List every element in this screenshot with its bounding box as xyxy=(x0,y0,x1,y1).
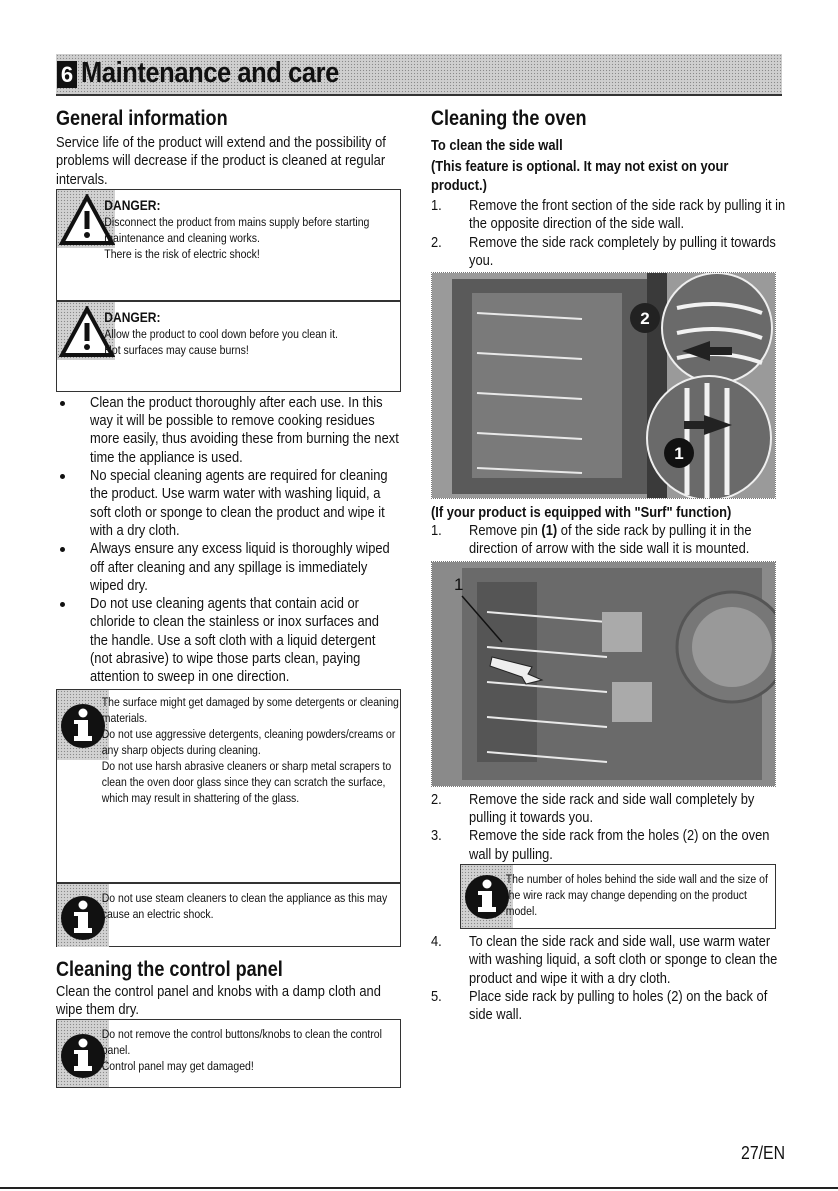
surf-steps xyxy=(431,522,791,559)
page-number: 27/EN xyxy=(740,1143,785,1163)
side-rack-removal-photo xyxy=(431,272,776,499)
danger-text-shock: There is the risk of electric shock! xyxy=(104,246,260,261)
oven-surf-illustration xyxy=(432,562,776,787)
danger-title: DANGER: xyxy=(104,308,161,325)
bullet-icon xyxy=(60,401,65,406)
info-box-steam xyxy=(56,883,401,947)
list-item: 2. Remove the side rack completely by pulling it towards you. xyxy=(431,233,776,269)
info-text: Do not use steam cleaners to clean the appliance as this may cause an electric shock. xyxy=(101,890,388,921)
list-item: 3. Remove the side rack from the holes (2) on the oven wall by pulling. xyxy=(431,827,770,863)
cleaning-tips-list xyxy=(56,394,401,687)
danger-title: DANGER: xyxy=(104,196,161,213)
side-wall-subheading: To clean the side wall xyxy=(431,137,563,154)
cleaning-oven-heading: Cleaning the oven xyxy=(431,107,587,130)
info-text: Control panel may get damaged! xyxy=(101,1059,254,1074)
surf-function-heading: (If your product is equipped with "Surf" function) xyxy=(431,504,732,522)
chapter-title: Maintenance and care xyxy=(81,57,339,89)
info-box-holes xyxy=(460,865,776,929)
oven-interior-illustration xyxy=(432,273,776,499)
danger-box-electric xyxy=(56,190,401,301)
chapter-number-badge: 6 xyxy=(57,61,77,88)
right-column xyxy=(431,106,791,1024)
list-item: Clean the product thoroughly after each use. In this way it will be possible to remove cooking residues more easily, thus avoiding these from burning the next time the appliance is used. xyxy=(56,394,401,467)
danger-box-hot xyxy=(56,301,401,392)
bullet-icon xyxy=(60,474,65,479)
list-item: 4. To clean the side rack and side wall, use warm water with washing liquid, a soft cloth or sponge to clean the product and wipe it with a dry cloth. xyxy=(431,932,778,987)
info-text: Do not use aggressive detergents, cleaning powders/creams or any sharp objects during cleaning. xyxy=(101,726,396,757)
info-text: Do not use harsh abrasive cleaners or sharp metal scrapers to clean the oven door glass since they can scratch the surface, which may result in shattering of the glass. xyxy=(101,758,392,805)
side-rack-steps xyxy=(431,791,791,864)
list-item: Do not use cleaning agents that contain acid or chloride to clean the stainless or inox surfaces and the handle. Use a soft cloth with a liquid detergent (not abrasive) to wipe those parts clean, paying attention to sweep in one direction. xyxy=(56,595,401,686)
general-information-heading: General information xyxy=(56,107,228,130)
info-text: Do not remove the control buttons/knobs to clean the control panel. xyxy=(101,1027,382,1058)
bullet-icon xyxy=(60,602,65,607)
optional-feature-note: (This feature is optional. It may not exist on your product.) xyxy=(431,158,729,194)
list-item: 1. Remove pin (1) of the side rack by pulling it in the direction of arrow with the side wall it is mounted. xyxy=(431,522,752,558)
surf-side-wall-photo xyxy=(431,561,776,787)
callout-1-label: 1 xyxy=(674,444,684,464)
side-wall-steps xyxy=(431,197,791,270)
callout-2-label: 2 xyxy=(640,309,650,329)
bullet-icon xyxy=(60,547,65,552)
pin-callout-label: 1 xyxy=(454,574,464,594)
list-item: No special cleaning agents are required for cleaning the product. Use warm water with washing liquid, a soft cloth or sponge to clean the product and wipe it with a dry cloth. xyxy=(56,467,401,540)
info-text: The surface might get damaged by some detergents or cleaning materials. xyxy=(101,694,399,725)
bottom-rule xyxy=(0,1187,838,1189)
info-box-knobs xyxy=(56,1020,401,1088)
final-steps xyxy=(431,933,791,1024)
general-intro-text: Service life of the product will extend and the possibility of problems will decrease if the product is cleaned at regular intervals. xyxy=(56,134,386,188)
danger-text-burns: Hot surfaces may cause burns! xyxy=(104,342,249,357)
list-item: 5. Place side rack by pulling to holes (2) on the back of side wall. xyxy=(431,987,768,1024)
left-column xyxy=(56,106,401,1088)
info-box-detergents xyxy=(56,689,401,883)
danger-text: Allow the product to cool down before you clean it. xyxy=(104,326,338,341)
control-panel-heading: Cleaning the control panel xyxy=(56,957,283,981)
list-item: 1. Remove the front section of the side rack by pulling it in the opposite direction of the side wall. xyxy=(431,197,786,233)
info-text: The number of holes behind the side wall and the size of the wire rack may change depending on the product model. xyxy=(505,871,768,918)
danger-text: Disconnect the product from mains supply before starting maintenance and cleaning works. xyxy=(104,214,370,245)
list-item: Always ensure any excess liquid is thoroughly wiped off after cleaning and any spillage is immediately wiped dry. xyxy=(56,540,401,595)
list-item: 2. Remove the side rack and side wall completely by pulling it towards you. xyxy=(431,790,755,827)
control-panel-text: Clean the control panel and knobs with a damp cloth and wipe them dry. xyxy=(56,982,381,1018)
